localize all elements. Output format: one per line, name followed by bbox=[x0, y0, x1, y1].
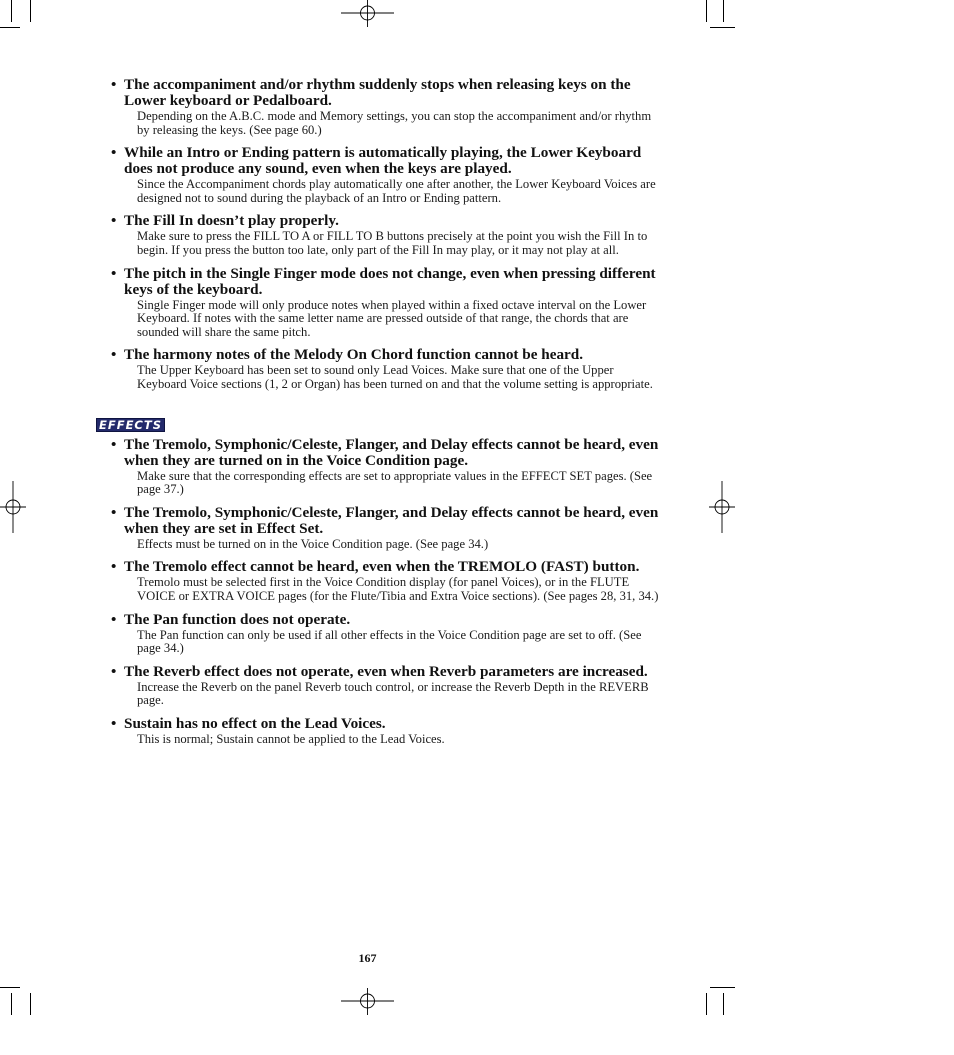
item-body: This is normal; Sustain cannot be applied to the Lead Voices. bbox=[137, 731, 445, 746]
effects-list bbox=[96, 437, 666, 747]
item-body: Since the Accompaniment chords play automatically one after another, the Lower Keyboard Voices are designed not to sound during the playback of an Intro or Ending pattern. bbox=[137, 177, 656, 205]
list-item bbox=[96, 213, 666, 257]
list-item bbox=[96, 612, 666, 656]
item-heading: • Sustain has no effect on the Lead Voices. bbox=[111, 714, 386, 732]
item-heading: • The pitch in the Single Finger mode does not change, even when pressing different keys of the keyboard. bbox=[111, 264, 656, 298]
item-heading: • The accompaniment and/or rhythm suddenly stops when releasing keys on the Lower keyboard or Pedalboard. bbox=[111, 76, 631, 109]
bullet: • bbox=[111, 212, 117, 230]
item-body: Single Finger mode will only produce notes when played within a fixed octave interval on the Lower Keyboard. If notes with the same letter name are pressed outside of that range, the chords that are sounded will share the same pitch. bbox=[137, 297, 647, 339]
item-body: The Pan function can only be used if all other effects in the Voice Condition page are set to off. (See page 34.) bbox=[137, 627, 642, 656]
list-item bbox=[96, 347, 666, 391]
registration-target-right bbox=[709, 481, 735, 533]
troubleshooting-list bbox=[96, 77, 666, 392]
bullet: • bbox=[111, 610, 117, 628]
effects-section-tag: EFFECTS bbox=[96, 418, 165, 432]
registration-target-top bbox=[341, 0, 394, 27]
item-body: The Upper Keyboard has been set to sound only Lead Voices. Make sure that one of the Upper Keyboard Voice sections (1, 2 or Organ) has been turned on and that the volume setting is appropriate. bbox=[137, 363, 653, 391]
bullet: • bbox=[111, 264, 117, 282]
list-item bbox=[96, 437, 666, 497]
item-heading: • The Reverb effect does not operate, even when Reverb parameters are increased. bbox=[111, 662, 648, 680]
bullet: • bbox=[111, 76, 117, 93]
item-body: Depending on the A.B.C. mode and Memory settings, you can stop the accompaniment and/or rhythm by releasing the keys. (See page 60.) bbox=[137, 109, 652, 137]
item-heading: • The Fill In doesn’t play properly. bbox=[111, 212, 339, 230]
item-heading: • The harmony notes of the Melody On Chord function cannot be heard. bbox=[111, 346, 584, 364]
item-heading: • While an Intro or Ending pattern is automatically playing, the Lower Keyboard does not produce any sound, even when the keys are played. bbox=[111, 144, 642, 178]
list-item bbox=[96, 559, 666, 603]
list-item bbox=[96, 145, 666, 205]
list-item bbox=[96, 266, 666, 340]
list-item bbox=[96, 716, 666, 747]
item-heading: • The Tremolo, Symphonic/Celeste, Flanger, and Delay effects cannot be heard, even when they are set in Effect Set. bbox=[111, 503, 659, 537]
bullet: • bbox=[111, 558, 117, 576]
item-body: Tremolo must be selected first in the Voice Condition display (for panel Voices), or in the FLUTE VOICE or EXTRA VOICE pages (for the Flute/Tibia and Extra Voice sections). (See pages 28, 31, 34.) bbox=[137, 575, 659, 603]
bullet: • bbox=[111, 144, 117, 162]
item-body: Effects must be turned on in the Voice Condition page. (See page 34.) bbox=[137, 536, 489, 551]
item-body: Make sure that the corresponding effects are set to appropriate values in the EFFECT SET pages. (See page 37.) bbox=[137, 468, 653, 497]
page-number: 167 bbox=[358, 951, 377, 965]
list-item bbox=[96, 664, 666, 708]
item-heading: • The Tremolo effect cannot be heard, even when the TREMOLO (FAST) button. bbox=[111, 558, 640, 576]
bullet: • bbox=[111, 503, 117, 521]
item-body: Increase the Reverb on the panel Reverb touch control, or increase the Reverb Depth in the REVERB page. bbox=[137, 679, 649, 708]
registration-target-left bbox=[0, 481, 26, 533]
page-content bbox=[96, 77, 666, 754]
item-heading: • The Pan function does not operate. bbox=[111, 610, 351, 628]
bullet: • bbox=[111, 662, 117, 680]
bullet: • bbox=[111, 346, 117, 364]
item-heading: • The Tremolo, Symphonic/Celeste, Flanger, and Delay effects cannot be heard, even when they are turned on in the Voice Condition page. bbox=[111, 435, 659, 469]
list-item bbox=[96, 77, 666, 137]
bullet: • bbox=[111, 714, 117, 732]
registration-target-bottom bbox=[341, 988, 394, 1015]
bullet: • bbox=[111, 435, 117, 453]
item-body: Make sure to press the FILL TO A or FILL TO B buttons precisely at the point you wish the Fill In to begin. If you press the button too late, only part of the Fill In may play, or it may not play at all. bbox=[137, 229, 648, 257]
list-item bbox=[96, 505, 666, 552]
